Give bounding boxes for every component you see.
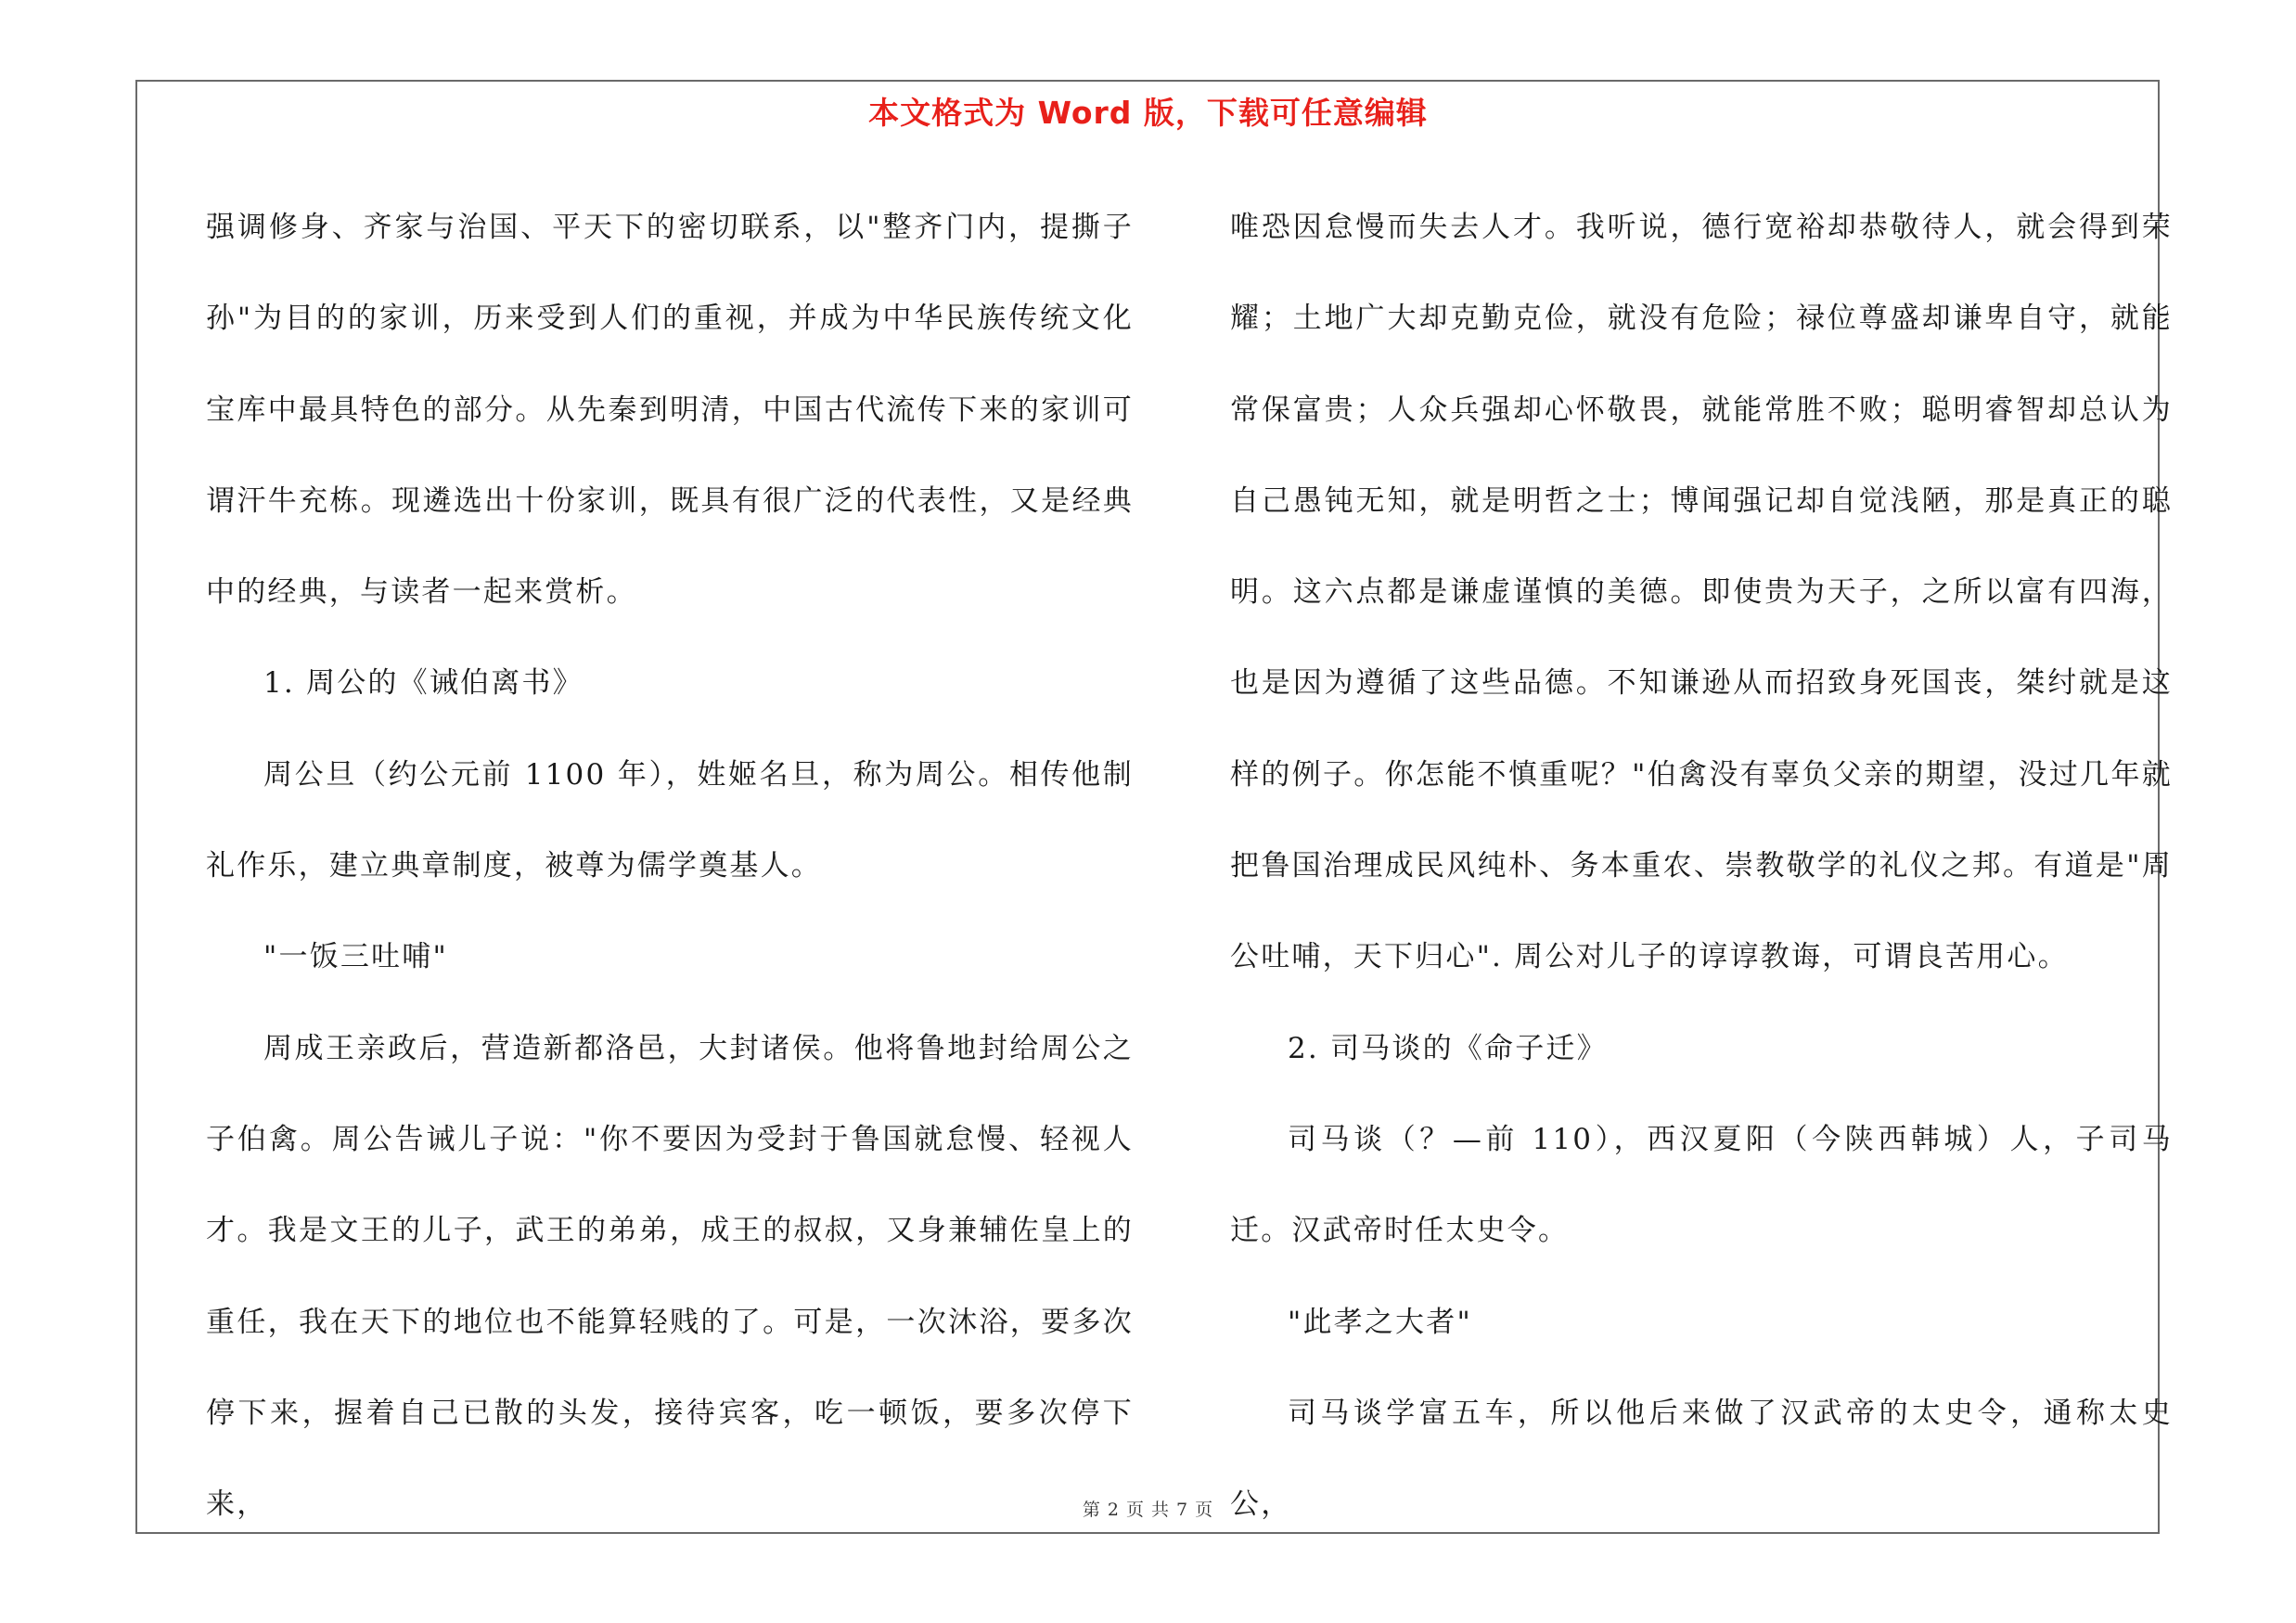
paragraph-zhougong-bio: 周公旦（约公元前 1100 年），姓姬名旦，称为周公。相传他制礼作乐，建立典章制度，被尊为儒学奠基人。	[206, 757, 1134, 883]
subheading-quote: "此孝之大者"	[1288, 1305, 1472, 1339]
paragraph-zhougong-story: 周成王亲政后，营造新都洛邑，大封诸侯。他将鲁地封给周公之子伯禽。周公告诫儿子说："你不要因为受封于鲁国就怠慢、轻视人才。我是文王的儿子，武王的弟弟，成王的叔叔，又身兼辅佐皇上的重任，我在天下的地位也不能算轻贱的了。可是，一次沐浴，要多次停下来，握着自己已散的头发，接待宾客，吃一顿饭，要多次停下来，	[206, 1031, 1134, 1522]
paragraph-simatan-story: 司马谈学富五车，所以他后来做了汉武帝的太史令，通称太史公，	[1230, 1396, 2173, 1522]
paragraph-zhougong-continued: 唯恐因怠慢而失去人才。我听说，德行宽裕却恭敬待人，就会得到荣耀；土地广大却克勤克俭，就没有危险；禄位尊盛却谦卑自守，就能常保富贵；人众兵强却心怀敬畏，就能常胜不败；聪明睿智却总认为自己愚钝无知，就是明哲之士；博闻强记却自觉浅陋，那是真正的聪明。这六点都是谦虚谨慎的美德。即使贵为天子，之所以富有四海，也是因为遵循了这些品德。不知谦逊从而招致身死国丧，桀纣就是这样的例子。你怎能不慎重呢？"伯禽没有辜负父亲的期望，没过几年就把鲁国治理成民风纯朴、务本重农、崇教敬学的礼仪之邦。有道是"周公吐哺，天下归心". 周公对儿子的谆谆教诲，可谓良苦用心。	[1230, 211, 2173, 974]
paragraph-intro: 强调修身、齐家与治国、平天下的密切联系，以"整齐门内，提撕子孙"为目的的家训，历来受到人们的重视，并成为中华民族传统文化宝库中最具特色的部分。从先秦到明清，中国古代流传下来的家训可谓汗牛充栋。现遴选出十份家训，既具有很广泛的代表性，又是经典中的经典，与读者一起来赏析。	[206, 211, 1134, 610]
left-text-column	[206, 182, 1134, 1550]
right-text-column	[1230, 182, 2173, 1550]
paragraph-simatan-bio: 司马谈（？—前 110），西汉夏阳（今陕西韩城）人，子司马迁。汉武帝时任太史令。	[1230, 1122, 2173, 1248]
subheading-quote: "一饭三吐哺"	[263, 940, 448, 974]
editable-format-banner: 本文格式为 Word 版，下载可任意编辑	[868, 95, 1428, 131]
page-number: 第 2 页 共 7 页	[1082, 1500, 1214, 1520]
section-heading-2: 2. 司马谈的《命子迁》	[1288, 1031, 1608, 1065]
section-heading-1: 1. 周公的《诫伯离书》	[263, 666, 584, 701]
